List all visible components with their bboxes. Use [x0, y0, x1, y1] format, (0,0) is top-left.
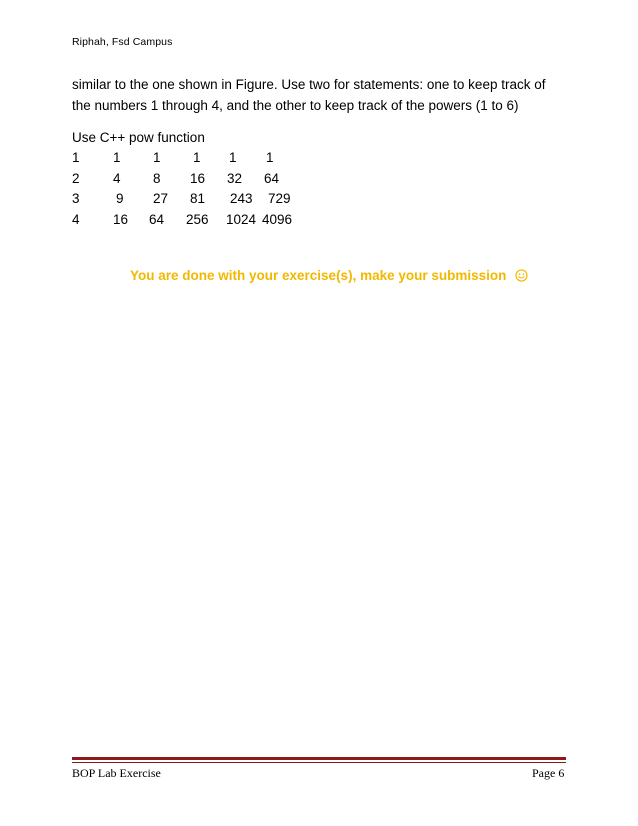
- table-cell: 4: [113, 171, 121, 186]
- table-cell: 729: [268, 191, 291, 206]
- table-cell: 2: [72, 171, 80, 186]
- table-cell: 1: [229, 150, 237, 165]
- table-cell: 1: [193, 150, 201, 165]
- table-row: [72, 169, 372, 189]
- table-cell: 16: [190, 171, 206, 186]
- smiley-icon: [515, 269, 528, 282]
- table-cell: 243: [230, 191, 253, 206]
- table-cell: 1: [153, 150, 161, 165]
- instruction-text: Use C++ pow function: [72, 130, 205, 145]
- table-cell: 3: [72, 191, 80, 206]
- table-cell: 32: [227, 171, 243, 186]
- page-header: Riphah, Fsd Campus: [72, 36, 173, 48]
- table-cell: 4: [72, 212, 80, 227]
- table-cell: 8: [153, 171, 161, 186]
- footer-divider-thick: [72, 757, 566, 760]
- table-cell: 9: [116, 191, 124, 206]
- paragraph-line-1: similar to the one shown in Figure. Use two for statements: one to keep track of: [72, 77, 546, 92]
- completion-message: [130, 268, 528, 283]
- page-number: Page 6: [532, 766, 565, 780]
- table-row: [72, 189, 372, 209]
- footer-divider-thin: [72, 762, 566, 763]
- table-cell: 81: [190, 191, 206, 206]
- table-cell: 1024: [226, 212, 257, 227]
- footer-title: BOP Lab Exercise: [72, 766, 161, 780]
- completion-text: You are done with your exercise(s), make your submission: [130, 268, 507, 283]
- table-cell: 1: [113, 150, 121, 165]
- table-cell: 64: [149, 212, 165, 227]
- table-cell: 16: [113, 212, 129, 227]
- table-cell: 256: [186, 212, 209, 227]
- table-cell: 27: [153, 191, 169, 206]
- table-cell: 1: [266, 150, 274, 165]
- table-cell: 64: [264, 171, 280, 186]
- paragraph-line-2: the numbers 1 through 4, and the other to keep track of the powers (1 to 6): [72, 98, 519, 113]
- table-row: [72, 148, 372, 168]
- table-cell: 4096: [262, 212, 293, 227]
- table-row: [72, 210, 372, 230]
- table-cell: 1: [72, 150, 80, 165]
